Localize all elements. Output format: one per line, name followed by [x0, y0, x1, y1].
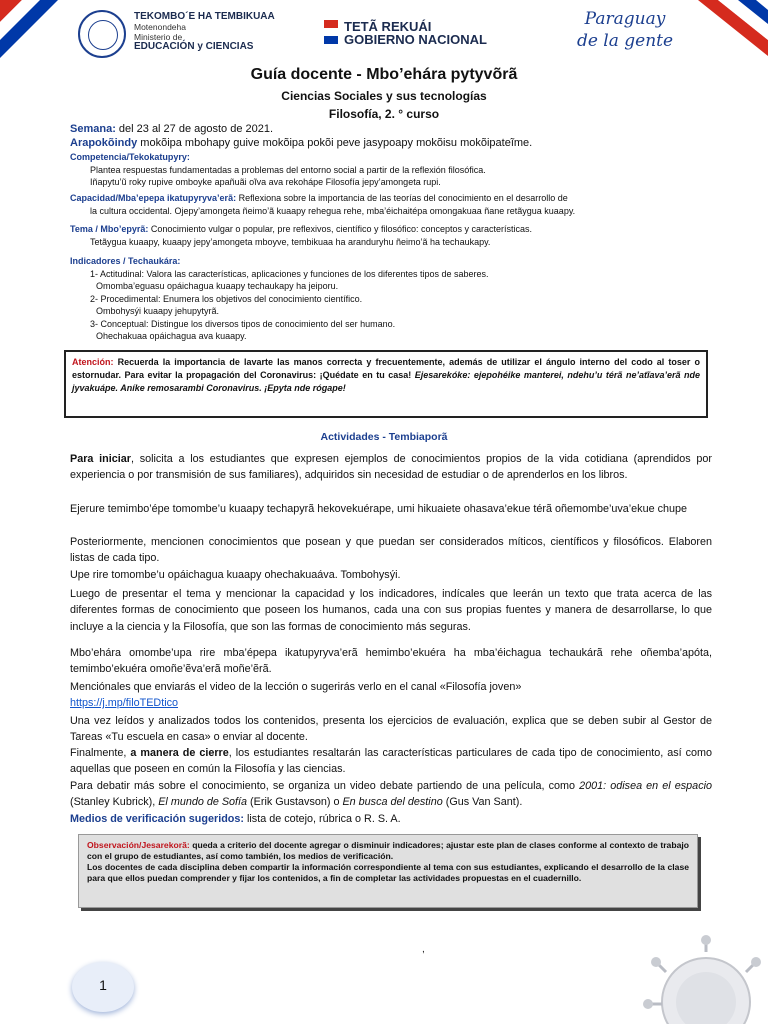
week-line: Semana: del 23 al 27 de agosto de 2021.: [70, 123, 274, 135]
video-channel-link[interactable]: https://j.mp/filoTEDtico: [70, 697, 179, 710]
paragraph-evaluation: Una vez leídos y analizados todos los contenidos, presenta los ejercicios de evaluación, explica que se deben subir al Gestor de Tareas «Tu escuela en casa» o enviar al docente.: [70, 715, 712, 744]
attention-box: Atención: Recuerda la importancia de lavarte las manos correcta y frecuentemente, además de utilizar el ángulo interno del codo al toser o estornudar. Para evitar la propagación del Coronavirus: ¡Quédate en tu casa! Ejesarekóke: ejepohéike manterei, ndehu’u térã ne’atĩava’erã nde jyvakuápe. Aníke remosarambi Coronavirus. ¡Epyta nde rógape!: [64, 350, 708, 418]
document-title: Guía docente - Mbo’ehára pytyvõrã: [250, 66, 518, 83]
course-label: Filosofía, 2. ° curso: [328, 107, 440, 121]
document-subtitle: Ciencias Sociales y sus tecnologías: [281, 89, 487, 103]
paragraph-start: Para iniciar, solicita a los estudiantes que expresen ejemplos de conocimientos propios de la vida cotidiana (aprendidos por experiencia o por transmisión de sus familiares), adquiridos sin necesidad de estudiar o de aprenderlos en los libros.: [70, 453, 713, 482]
paragraph-guarani-2: Upe rire tomombe’u opáichagua kuaapy ohechakuaáva. Tombohysýi.: [70, 569, 401, 581]
government-flag-icon: [324, 20, 338, 44]
competence-block: Competencia/Tekokatupyry: Plantea respuestas fundamentadas a problemas del entorno social a partir de la reflexión filosófica. Iñapytu’ũ roky rupive omboyke apañuãi oĩva ava rekohápe Filosofía jepy’amongeta rupi.: [70, 152, 486, 187]
page-number: 1: [99, 977, 107, 993]
verification-line: Medios de verificación sugeridos: lista de cotejo, rúbrica o R. S. A.: [70, 813, 401, 825]
capacity-block: Capacidad/Mba’epepa ikatupyryva’erã: Reflexiona sobre la importancia de las teorías del conocimiento en el desarrollo de la cultura occidental. Ojepy’amongeta ñeimo’ã kuaapy rehegua rehe, mba’éichaitépa omongakuaa ñane retãygua kuaapy.: [70, 193, 576, 216]
paraguay-brand-logo: Paraguay de la gente: [576, 9, 674, 51]
paragraph-guarani-3: Mbo’ehára omombe’upa rire mba’épepa ikatupyryva’erã hemimbo’ekuéra ha mba’éichagua techaukárã rehe oñemba’apóta, temimbo’ekuéra omoñe’ẽva’erã moñe’ẽrã.: [70, 647, 712, 676]
virus-illustration-icon: [626, 924, 768, 1024]
activities-title: Actividades - Tembiaporã: [320, 431, 448, 443]
indicators-block: Indicadores / Techaukára: 1- Actitudinal: Valora las características, aplicaciones y funciones de los diferentes tipos de saberes. Omomba’eguasu opáichagua kuaapy techaukapy ha jeiporu. 2- Procedimental: Enumera los objetivos del conocimiento científico. Ombohysýi kuaapy jehupytyrã. 3- Conceptual: Distingue los diversos tipos de conocimiento del ser humano. Ohechakuaa opáichagua ava kuaapy.: [70, 256, 489, 341]
observation-box: Observación/Jesarekorã: queda a criterio del docente agregar o disminuir indicadores; ajustar este plan de clases conforme al contexto de trabajo con el grupo de estudiantes, así como también, los medios de verificación. Los docentes de cada disciplina deben compartir la información correspondiente al tema con sus estudiantes, explicando el desarrollo de la clase para que ellos puedan comprender y fijar los contenidos, a fin de completar las actividades propuestas en el cuadernillo.: [78, 834, 698, 908]
flag-ribbon-left: [0, 0, 70, 60]
topic-block: Tema / Mbo’epyrã: Conocimiento vulgar o popular, pre reflexivos, científico y filosófico: conceptos y características. Tetãygua kuaapy, kuaapy jepy’amongeta mboyve, tembikuaa ha aranduryhu ñeimo’ã ha techaukapy.: [70, 224, 533, 247]
paragraph-guarani-1: Ejerure temimbo’épe tomombe’u kuaapy techapyrã hekovekuérape, umi hikuaiete ohasava’ekue térã oñemombe’uva’ekue chupe: [70, 503, 687, 515]
ministry-seal-icon: [78, 10, 126, 58]
paragraph-present-topic: Luego de presentar el tema y mencionar la capacidad y los indicadores, indícales que leerán un texto que trata acerca de las diferentes formas de conocimiento que poseen los humanos, cada una con sus propias fuentes y manera de desarrollarse, lo que incluye a la ciencia y la Filosofía, que son las formas de conocimiento más seguras.: [70, 588, 712, 633]
ministry-logo-text: TEKOMBO´E HA TEMBIKUAA Motenondeha Ministerio de EDUCACIÓN y CIENCIAS: [134, 11, 275, 52]
paragraph-video: Menciónales que enviarás el video de la lección o sugerirás verlo en el canal «Filosofía joven» https://j.mp/filoTEDtico: [70, 681, 522, 710]
week-guarani-line: Arapokõindy mokõipa mbohapy guive mokõipa pokõi peve jasypoapy mokõisu mokõipateĩme.: [70, 137, 533, 149]
government-logo-text: TETÃ REKUÁI GOBIERNO NACIONAL: [344, 19, 487, 47]
paragraph-later: Posteriormente, mencionen conocimientos que posean y que puedan ser considerados míticos, científicos y filosóficos. Elaboren listas de cada tipo.: [70, 536, 712, 565]
paragraph-debate: Para debatir más sobre el conocimiento, se organiza un video debate partiendo de una película, como 2001: odisea en el espacio (Stanley Kubrick), El mundo de Sofía (Erik Gustavson) o En busca del destino (Gus Van Sant).: [70, 780, 712, 809]
stray-mark: ,: [422, 944, 425, 955]
paragraph-closing: Finalmente, a manera de cierre, los estudiantes resaltarán las características particulares de cada tipo de conocimiento, así como aquellas que poseen en común la Filosofía y las ciencias.: [70, 747, 712, 776]
